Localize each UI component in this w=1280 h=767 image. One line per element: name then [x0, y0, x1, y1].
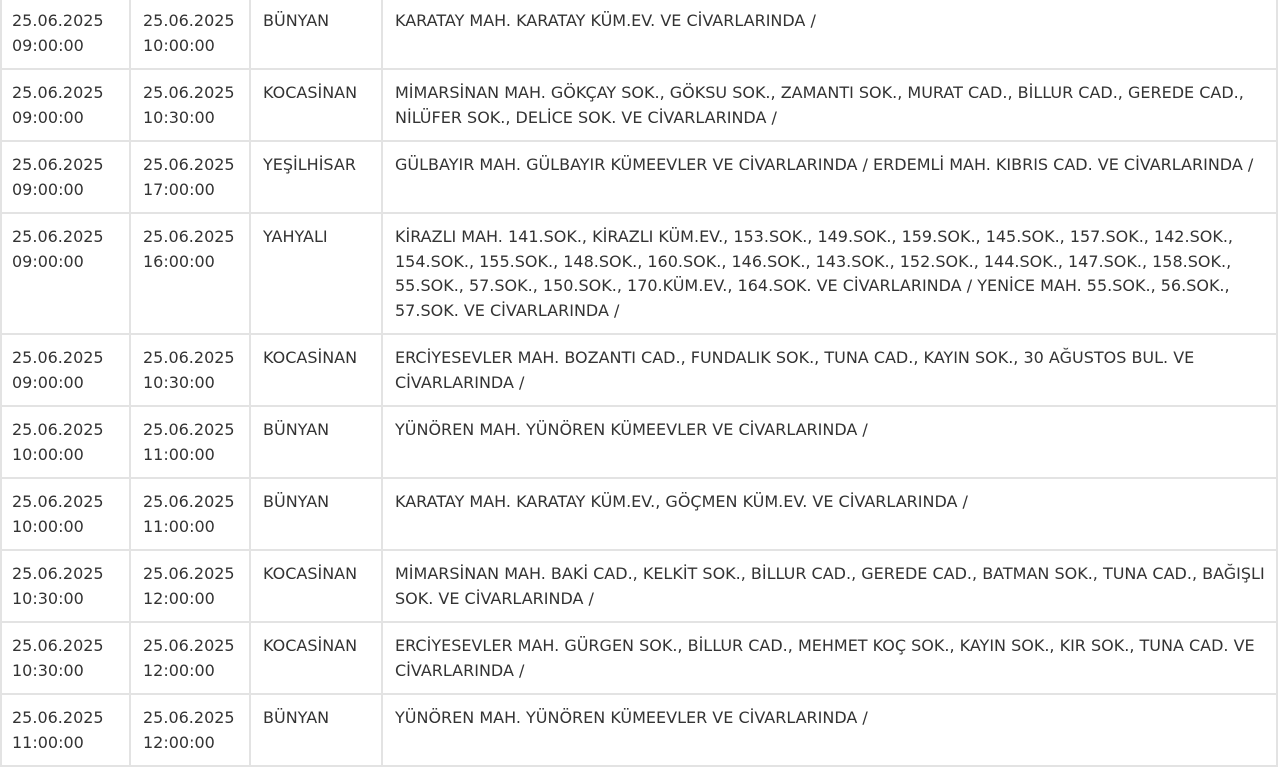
- district-cell: KOCASİNAN: [251, 70, 381, 140]
- start-date: 25.06.2025: [12, 564, 104, 583]
- end-time: 11:00:00: [143, 516, 215, 536]
- start-date: 25.06.2025: [12, 83, 104, 102]
- start-time: 10:00:00: [12, 516, 84, 536]
- start-datetime-cell: [2, 407, 129, 477]
- table-row: [2, 142, 1276, 212]
- outage-table-body: [2, 0, 1276, 765]
- table-row: [2, 0, 1276, 68]
- table-row: [2, 214, 1276, 333]
- end-time: 17:00:00: [143, 179, 215, 199]
- district-cell: KOCASİNAN: [251, 623, 381, 693]
- start-date: 25.06.2025: [12, 708, 104, 727]
- start-date: 25.06.2025: [12, 348, 104, 367]
- address-cell: KARATAY MAH. KARATAY KÜM.EV. VE CİVARLARINDA /: [383, 0, 1276, 68]
- start-time: 10:30:00: [12, 660, 84, 680]
- end-date: 25.06.2025: [143, 636, 235, 655]
- start-time: 11:00:00: [12, 732, 84, 752]
- address-cell: ERCİYESEVLER MAH. BOZANTI CAD., FUNDALIK SOK., TUNA CAD., KAYIN SOK., 30 AĞUSTOS BUL. VE CİVARLARINDA /: [383, 335, 1276, 405]
- end-date: 25.06.2025: [143, 564, 235, 583]
- start-date: 25.06.2025: [12, 155, 104, 174]
- end-time: 10:30:00: [143, 107, 215, 127]
- table-row: [2, 335, 1276, 405]
- end-datetime-cell: [131, 335, 249, 405]
- start-date: 25.06.2025: [12, 420, 104, 439]
- address-cell: MİMARSİNAN MAH. BAKİ CAD., KELKİT SOK., BİLLUR CAD., GEREDE CAD., BATMAN SOK., TUNA CAD., BAĞIŞLI SOK. VE CİVARLARINDA /: [383, 551, 1276, 621]
- end-date: 25.06.2025: [143, 227, 235, 246]
- start-date: 25.06.2025: [12, 492, 104, 511]
- end-datetime-cell: [131, 623, 249, 693]
- end-datetime-cell: [131, 551, 249, 621]
- start-time: 10:00:00: [12, 444, 84, 464]
- start-date: 25.06.2025: [12, 11, 104, 30]
- start-time: 10:30:00: [12, 588, 84, 608]
- end-datetime-cell: [131, 142, 249, 212]
- end-date: 25.06.2025: [143, 708, 235, 727]
- end-date: 25.06.2025: [143, 420, 235, 439]
- end-datetime-cell: [131, 214, 249, 333]
- start-time: 09:00:00: [12, 251, 84, 271]
- end-datetime-cell: [131, 695, 249, 765]
- table-row: [2, 70, 1276, 140]
- district-cell: BÜNYAN: [251, 407, 381, 477]
- start-date: 25.06.2025: [12, 636, 104, 655]
- table-row: [2, 407, 1276, 477]
- start-datetime-cell: [2, 335, 129, 405]
- address-cell: KARATAY MAH. KARATAY KÜM.EV., GÖÇMEN KÜM.EV. VE CİVARLARINDA /: [383, 479, 1276, 549]
- end-time: 12:00:00: [143, 660, 215, 680]
- start-time: 09:00:00: [12, 107, 84, 127]
- end-time: 10:30:00: [143, 372, 215, 392]
- address-cell: YÜNÖREN MAH. YÜNÖREN KÜMEEVLER VE CİVARLARINDA /: [383, 407, 1276, 477]
- address-cell: GÜLBAYIR MAH. GÜLBAYIR KÜMEEVLER VE CİVARLARINDA / ERDEMLİ MAH. KIBRIS CAD. VE CİVARLARINDA /: [383, 142, 1276, 212]
- end-date: 25.06.2025: [143, 492, 235, 511]
- start-time: 09:00:00: [12, 372, 84, 392]
- start-datetime-cell: [2, 551, 129, 621]
- start-datetime-cell: [2, 0, 129, 68]
- table-row: [2, 695, 1276, 765]
- end-datetime-cell: [131, 479, 249, 549]
- address-cell: YÜNÖREN MAH. YÜNÖREN KÜMEEVLER VE CİVARLARINDA /: [383, 695, 1276, 765]
- end-time: 10:00:00: [143, 35, 215, 55]
- start-datetime-cell: [2, 695, 129, 765]
- start-date: 25.06.2025: [12, 227, 104, 246]
- address-cell: MİMARSİNAN MAH. GÖKÇAY SOK., GÖKSU SOK., ZAMANTI SOK., MURAT CAD., BİLLUR CAD., GEREDE CAD., NİLÜFER SOK., DELİCE SOK. VE CİVARLARINDA /: [383, 70, 1276, 140]
- end-time: 12:00:00: [143, 588, 215, 608]
- end-datetime-cell: [131, 407, 249, 477]
- start-datetime-cell: [2, 70, 129, 140]
- end-time: 16:00:00: [143, 251, 215, 271]
- start-datetime-cell: [2, 479, 129, 549]
- start-time: 09:00:00: [12, 35, 84, 55]
- district-cell: KOCASİNAN: [251, 551, 381, 621]
- end-datetime-cell: [131, 0, 249, 68]
- end-date: 25.06.2025: [143, 83, 235, 102]
- start-datetime-cell: [2, 623, 129, 693]
- start-datetime-cell: [2, 214, 129, 333]
- district-cell: BÜNYAN: [251, 479, 381, 549]
- district-cell: BÜNYAN: [251, 0, 381, 68]
- address-cell: ERCİYESEVLER MAH. GÜRGEN SOK., BİLLUR CAD., MEHMET KOÇ SOK., KAYIN SOK., KIR SOK., TUNA CAD. VE CİVARLARINDA /: [383, 623, 1276, 693]
- address-cell: KİRAZLI MAH. 141.SOK., KİRAZLI KÜM.EV., 153.SOK., 149.SOK., 159.SOK., 145.SOK., 157.SOK., 142.SOK., 154.SOK., 155.SOK., 148.SOK., 160.SOK., 146.SOK., 143.SOK., 152.SOK., 144.SOK., 147.SOK., 158.SOK., 55.SOK., 57.SOK., 150.SOK., 170.KÜM.EV., 164.SOK. VE CİVARLARINDA / YENİCE MAH. 55.SOK., 56.SOK., 57.SOK. VE CİVARLARINDA /: [383, 214, 1276, 333]
- table-row: [2, 551, 1276, 621]
- district-cell: BÜNYAN: [251, 695, 381, 765]
- end-date: 25.06.2025: [143, 11, 235, 30]
- start-time: 09:00:00: [12, 179, 84, 199]
- table-row: [2, 623, 1276, 693]
- end-time: 12:00:00: [143, 732, 215, 752]
- end-date: 25.06.2025: [143, 155, 235, 174]
- end-datetime-cell: [131, 70, 249, 140]
- end-time: 11:00:00: [143, 444, 215, 464]
- district-cell: YEŞİLHİSAR: [251, 142, 381, 212]
- district-cell: KOCASİNAN: [251, 335, 381, 405]
- end-date: 25.06.2025: [143, 348, 235, 367]
- start-datetime-cell: [2, 142, 129, 212]
- district-cell: YAHYALI: [251, 214, 381, 333]
- table-row: [2, 479, 1276, 549]
